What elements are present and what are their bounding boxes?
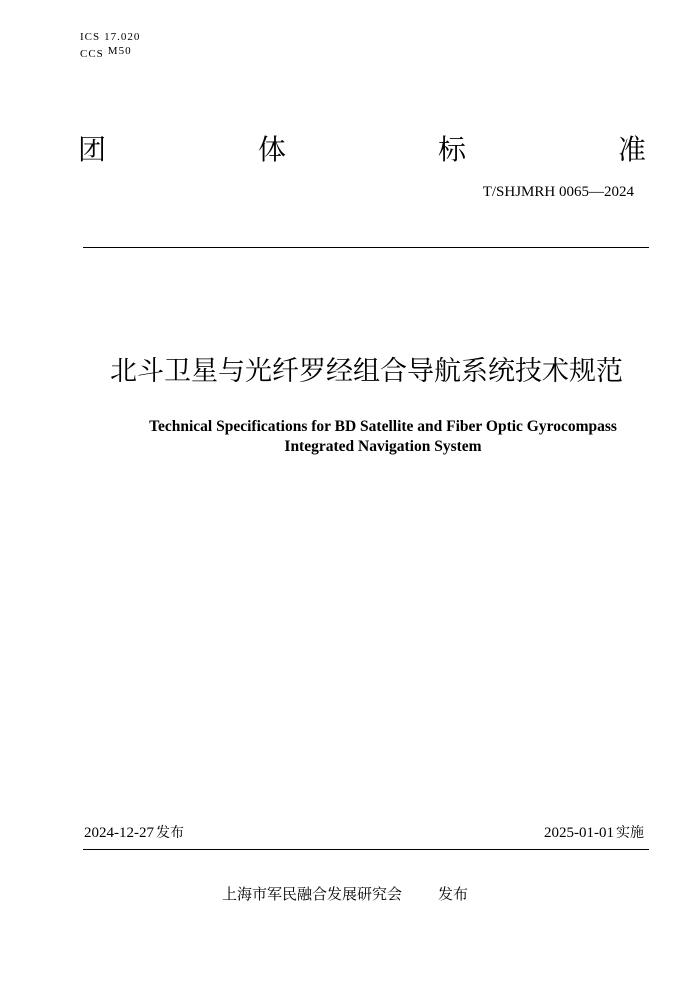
publisher-block: [222, 883, 468, 904]
implement-date: 2025-01-01: [544, 825, 614, 841]
standard-type-char: 体: [257, 133, 286, 166]
english-title-line-2: Integrated Navigation System: [284, 438, 482, 455]
document-title-chinese: 北斗卫星与光纤罗经组合导航系统技术规范: [110, 356, 623, 387]
publish-date-block: [84, 822, 184, 842]
implement-date-block: [544, 822, 644, 842]
standard-type-heading: [78, 132, 646, 168]
ics-label: ICS: [80, 31, 101, 43]
publish-label: 发布: [156, 825, 184, 841]
ccs-code: M50: [107, 45, 132, 57]
standard-type-char: 准: [617, 133, 646, 166]
footer-divider: [83, 849, 649, 850]
header-divider: [83, 247, 649, 248]
publish-date: 2024-12-27: [84, 825, 154, 841]
ics-code: 17.020: [104, 31, 141, 43]
ics-classification: [80, 31, 140, 43]
ccs-classification: [80, 45, 132, 60]
standard-number: T/SHJMRH 0065—2024: [482, 184, 634, 200]
standard-type-char: 团: [78, 133, 107, 166]
implement-label: 实施: [616, 825, 644, 841]
document-title-english: [0, 417, 700, 457]
publisher-issue-label: 发布: [438, 885, 469, 903]
ccs-label: CCS: [80, 48, 104, 60]
standard-type-char: 标: [437, 133, 466, 166]
english-title-line-1: Technical Specifications for BD Satellite and Fiber Optic Gyrocompass: [149, 418, 617, 435]
publisher-name: 上海市军民融合发展研究会: [222, 885, 403, 903]
